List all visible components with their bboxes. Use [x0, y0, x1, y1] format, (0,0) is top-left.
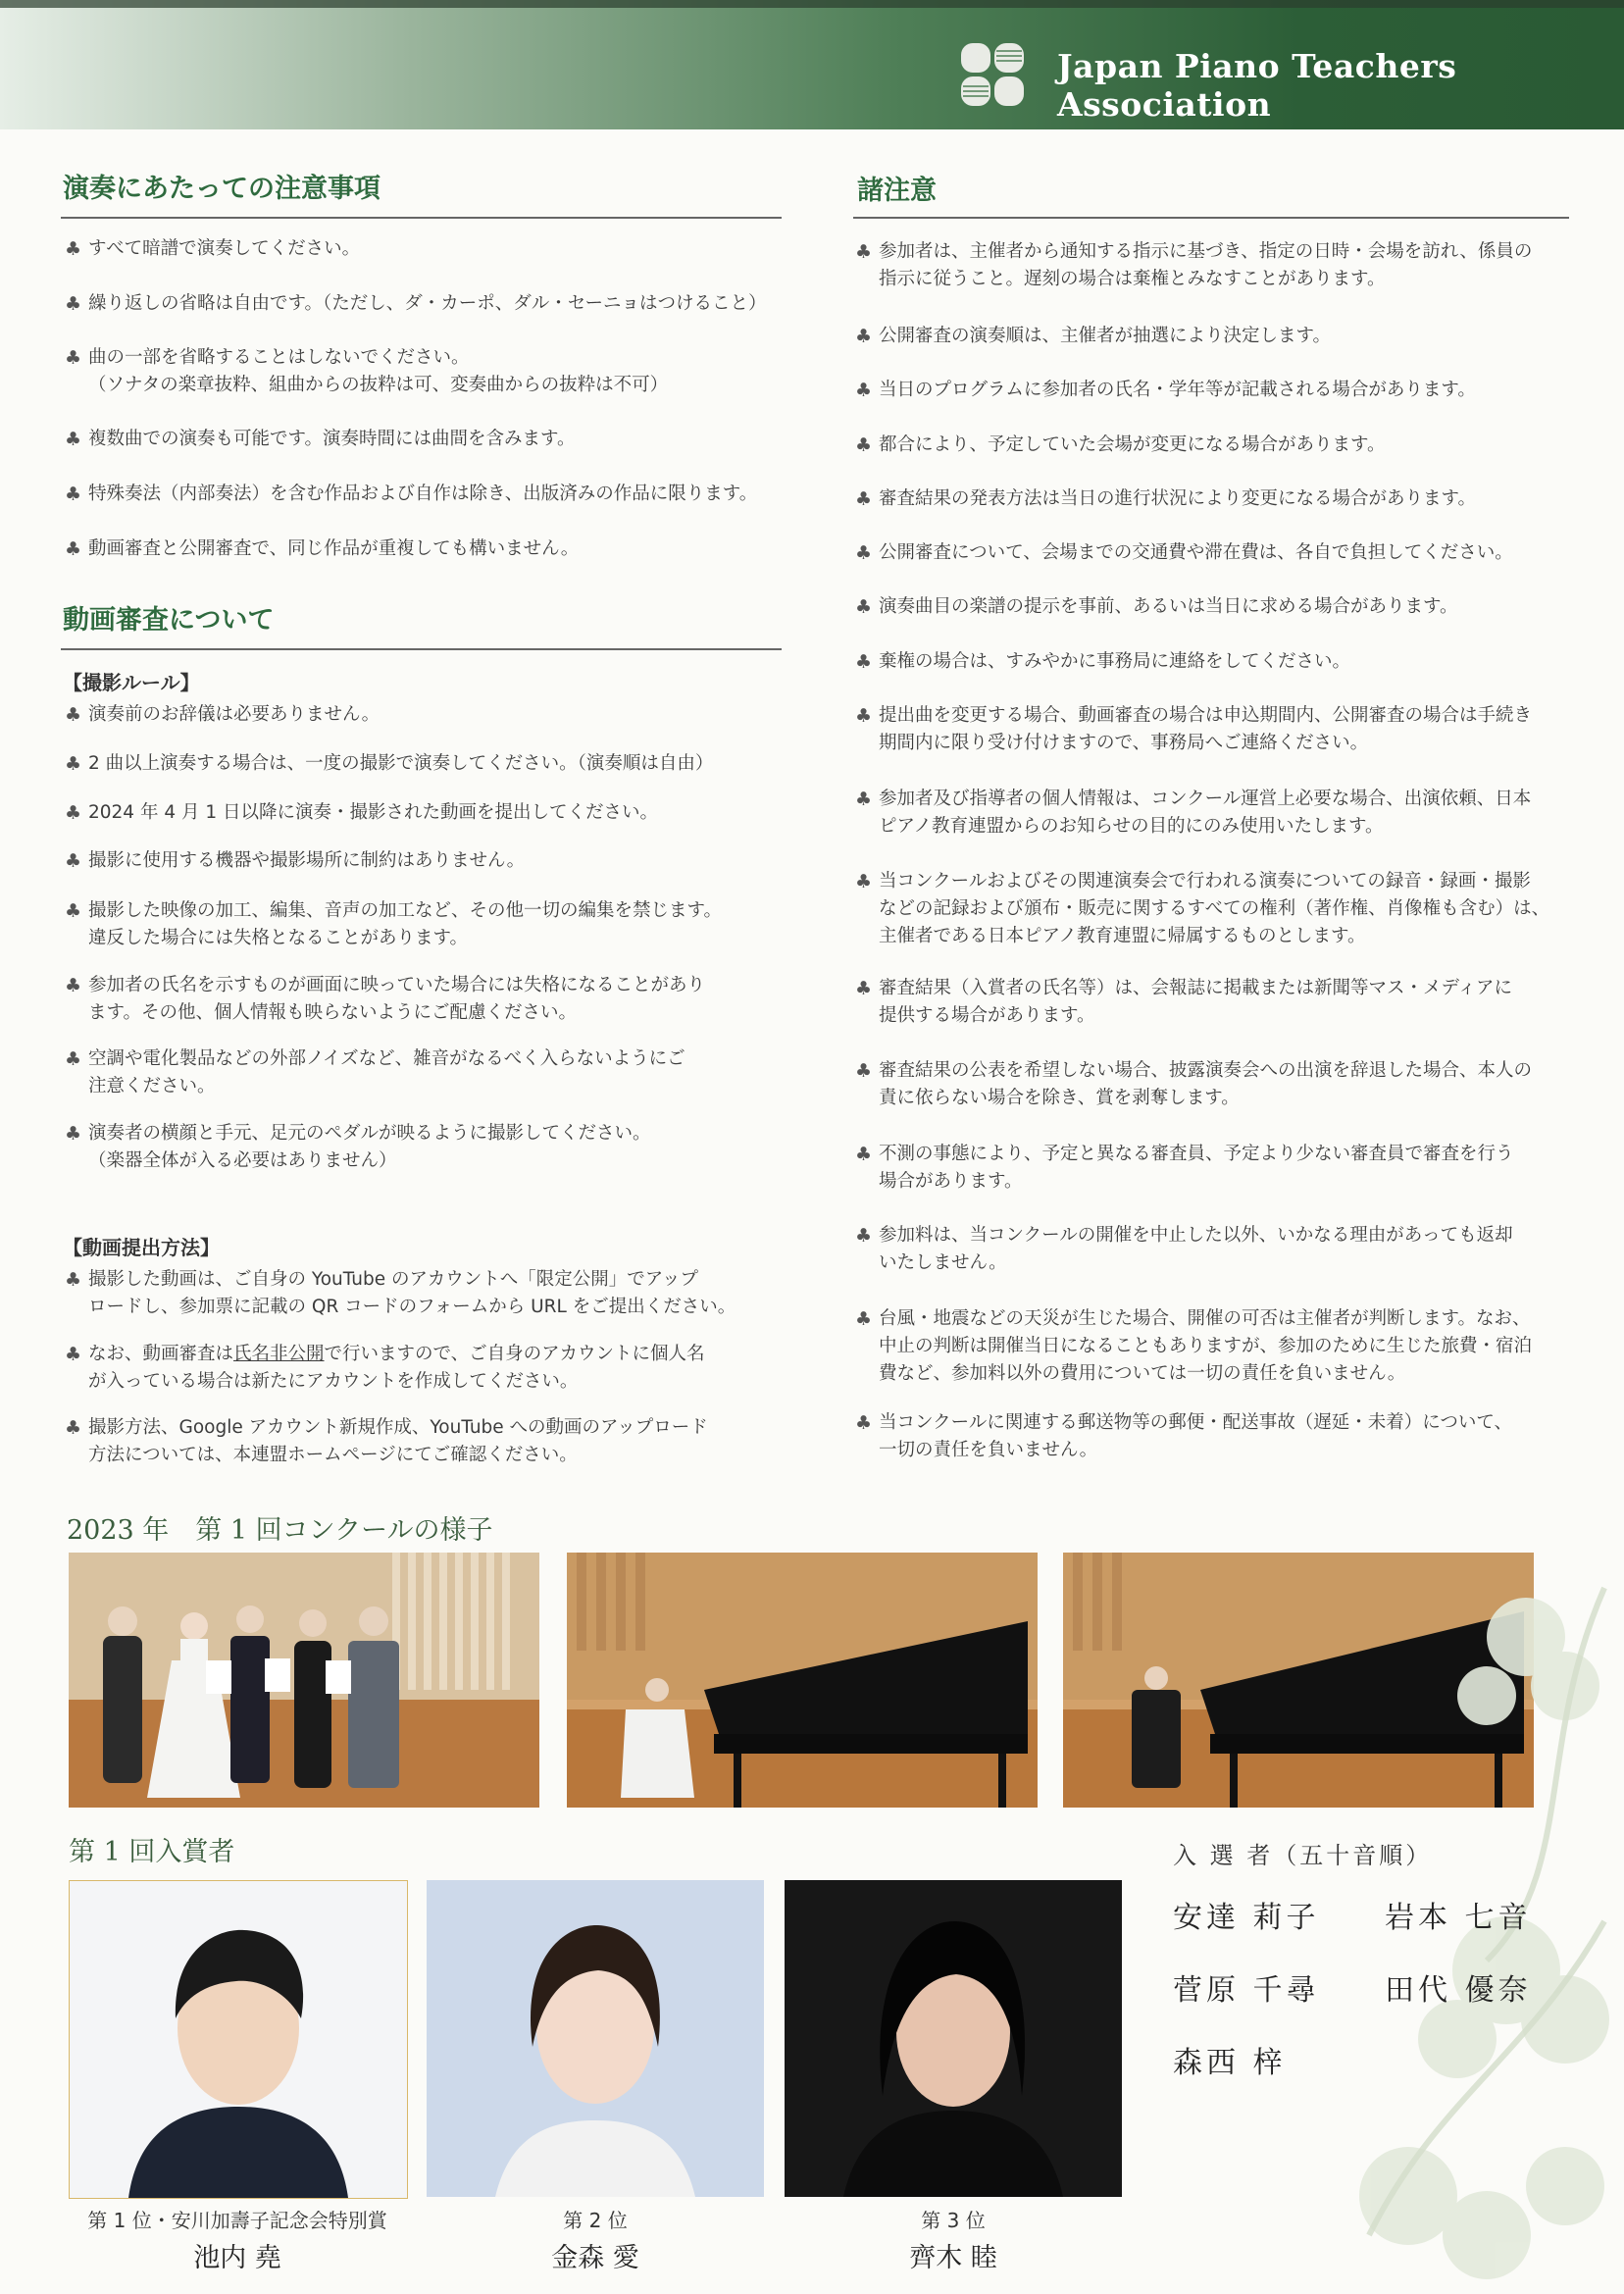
list-item: ♣ 審査結果の発表方法は当日の進行状況により変更になる場合があります。: [855, 485, 1604, 513]
club-bullet-icon: ♣: [855, 380, 873, 401]
list-item: ♣ 参加者は、主催者から通知する指示に基づき、指定の日時・会場を訪れ、係員の 指示に従うこと。遅刻の場合は棄権とみなすことがあります。: [855, 238, 1604, 293]
list-item: ♣ 撮影した映像の加工、編集、音声の加工など、その他一切の編集を禁じます。 違反した場合には失格となることがあります。: [65, 897, 814, 952]
club-bullet-icon: ♣: [855, 1412, 873, 1434]
list-item: ♣ 公開審査の演奏順は、主催者が抽選により決定します。: [855, 323, 1604, 350]
club-bullet-icon: ♣: [855, 651, 873, 673]
club-bullet-icon: ♣: [855, 326, 873, 347]
club-bullet-icon: ♣: [65, 429, 82, 450]
list-item: ♣ 台風・地震などの天災が生じた場合、開催の可否は主催者が判断します。なお、 中止の判断は開催当日になることもありますが、参加のために生じた旅費・宿泊 費など、参加料以外の費用については一切の責任を負いません。: [855, 1305, 1604, 1388]
club-bullet-icon: ♣: [65, 347, 82, 369]
filming-rules-heading: 【撮影ルール】: [63, 671, 200, 694]
list-item: ♣ 動画審査と公開審査で、同じ作品が重複しても構いません。: [65, 535, 814, 563]
clover-music-logo-icon: [957, 39, 1028, 110]
club-bullet-icon: ♣: [65, 293, 82, 315]
club-bullet-icon: ♣: [65, 802, 82, 824]
winner-portrait-1: [69, 1880, 408, 2199]
list-item: ♣ 不測の事態により、予定と異なる審査員、予定より少ない審査員で審査を行う 場合があります。: [855, 1141, 1604, 1196]
club-bullet-icon: ♣: [65, 850, 82, 872]
divider: [61, 648, 782, 650]
winner-rank-1: 第 1 位・安川加壽子記念会特別賞: [87, 2209, 387, 2232]
video-review-title: 動画審査について: [63, 605, 275, 636]
list-item: ♣ 特殊奏法（内部奏法）を含む作品および自作は除き、出版済みの作品に限ります。: [65, 481, 824, 508]
list-item: ♣ 当コンクールに関連する郵送物等の郵便・配送事故（遅延・未着）について、 一切の責任を負いません。: [855, 1409, 1604, 1464]
performance-notes-title: 演奏にあたっての注意事項: [63, 174, 381, 204]
club-bullet-icon: ♣: [855, 1225, 873, 1247]
divider: [61, 217, 782, 219]
selected-name: 安達 莉子: [1173, 1901, 1320, 1935]
club-bullet-icon: ♣: [65, 900, 82, 922]
winner-name-3: 齊木 睦: [909, 2243, 997, 2273]
club-bullet-icon: ♣: [855, 705, 873, 727]
list-item: ♣ 参加料は、当コンクールの開催を中止した以外、いかなる理由があっても返却 いたしません。: [855, 1222, 1604, 1277]
gallery-title: 2023 年 第 1 回コンクールの様子: [67, 1515, 493, 1546]
list-item: ♣ 当日のプログラムに参加者の氏名・学年等が記載される場合があります。: [855, 377, 1604, 404]
club-bullet-icon: ♣: [855, 542, 873, 564]
list-item: ♣ 都合により、予定していた会場が変更になる場合があります。: [855, 432, 1604, 459]
list-item: ♣ なお、動画審査は氏名非公開で行いますので、ご自身のアカウントに個人名 が入っている場合は新たにアカウントを作成してください。: [65, 1341, 814, 1396]
club-bullet-icon: ♣: [65, 975, 82, 996]
winner-portrait-2: [427, 1880, 764, 2197]
winners-title: 第 1 回入賞者: [69, 1837, 235, 1867]
selected-title: 入 選 者（五十音順）: [1173, 1842, 1433, 1869]
winner-rank-2: 第 2 位: [563, 2209, 628, 2232]
list-item: ♣ 演奏曲目の楽譜の提示を事前、あるいは当日に求める場合があります。: [855, 593, 1604, 621]
club-bullet-icon: ♣: [855, 871, 873, 892]
winner-portrait-3: [785, 1880, 1122, 2197]
list-item: ♣ 当コンクールおよびその関連演奏会で行われる演奏についての録音・録画・撮影 などの記録および頒布・販売に関するすべての権利（著作権、肖像権も含む）は、 主催者である日本ピアノ教育連盟に帰属するものとします。: [855, 868, 1604, 950]
winner-name-1: 池内 堯: [193, 2243, 281, 2273]
list-item: ♣ 撮影方法、Google アカウント新規作成、YouTube への動画のアップロード 方法については、本連盟ホームページにてご確認ください。: [65, 1414, 814, 1469]
club-bullet-icon: ♣: [65, 1048, 82, 1070]
list-item: ♣ 審査結果の公表を希望しない場合、披露演奏会への出演を辞退した場合、本人の 責に依らない場合を除き、賞を剥奪します。: [855, 1057, 1604, 1112]
list-item: ♣ 複数曲での演奏も可能です。演奏時間には曲間を含みます。: [65, 426, 814, 453]
list-item: ♣ すべて暗譜で演奏してください。: [65, 235, 814, 263]
video-submit-heading: 【動画提出方法】: [63, 1236, 220, 1259]
list-item: ♣ 参加者の氏名を示すものが画面に映っていた場合には失格になることがあり ます。その他、個人情報も映らないようにご配慮ください。: [65, 972, 814, 1027]
list-item: ♣ 撮影に使用する機器や撮影場所に制約はありません。: [65, 847, 814, 875]
club-bullet-icon: ♣: [65, 704, 82, 726]
selected-name: 森西 梓: [1173, 2046, 1287, 2080]
list-item: ♣ 空調や電化製品などの外部ノイズなど、雑音がなるべく入らないようにご 注意ください。: [65, 1045, 814, 1100]
general-notes-title: 諸注意: [857, 176, 937, 206]
club-bullet-icon: ♣: [65, 238, 82, 260]
winner-name-2: 金森 愛: [551, 2243, 639, 2273]
club-bullet-icon: ♣: [855, 1060, 873, 1082]
list-item: ♣ 参加者及び指導者の個人情報は、コンクール運営上必要な場合、出演依頼、日本 ピアノ教育連盟からのお知らせの目的にのみ使用いたします。: [855, 786, 1604, 841]
award-ceremony-photo: [69, 1553, 539, 1808]
club-bullet-icon: ♣: [65, 1344, 82, 1365]
selected-name: 田代 優奈: [1385, 1973, 1532, 2008]
club-bullet-icon: ♣: [65, 753, 82, 775]
club-bullet-icon: ♣: [65, 1269, 82, 1291]
list-item: ♣ 繰り返しの省略は自由です。（ただし、ダ・カーポ、ダル・セーニョはつけること）: [65, 290, 814, 318]
piano-performance-photo-1: [567, 1553, 1038, 1808]
club-bullet-icon: ♣: [65, 484, 82, 505]
club-bullet-icon: ♣: [855, 596, 873, 618]
list-item: ♣ 棄権の場合は、すみやかに事務局に連絡をしてください。: [855, 648, 1604, 676]
divider: [853, 217, 1569, 219]
club-bullet-icon: ♣: [855, 241, 873, 263]
list-item: ♣ 2 曲以上演奏する場合は、一度の撮影で演奏してください。（演奏順は自由）: [65, 750, 814, 778]
club-bullet-icon: ♣: [855, 978, 873, 999]
header-banner: [0, 0, 1624, 129]
selected-name: 菅原 千尋: [1173, 1973, 1320, 2008]
club-bullet-icon: ♣: [855, 434, 873, 456]
club-bullet-icon: ♣: [65, 538, 82, 560]
list-item: ♣ 演奏者の横顔と手元、足元のペダルが映るように撮影してください。 （楽器全体が入る必要はありません）: [65, 1120, 814, 1175]
list-item: ♣ 公開審査について、会場までの交通費や滞在費は、各自で負担してください。: [855, 539, 1604, 567]
club-bullet-icon: ♣: [65, 1123, 82, 1145]
selected-name: 岩本 七音: [1385, 1901, 1532, 1935]
list-item: ♣ 提出曲を変更する場合、動画審査の場合は申込期間内、公開審査の場合は手続き 期間内に限り受け付けますので、事務局へご連絡ください。: [855, 702, 1604, 757]
club-bullet-icon: ♣: [855, 1308, 873, 1330]
list-item: ♣ 2024 年 4 月 1 日以降に演奏・撮影された動画を提出してください。: [65, 799, 814, 827]
header-title: Japan Piano Teachers Association: [1057, 47, 1457, 124]
club-bullet-icon: ♣: [855, 488, 873, 510]
list-item: ♣ 撮影した動画は、ご自身の YouTube のアカウントへ「限定公開」でアップ ロードし、参加票に記載の QR コードのフォームから URL をご提出ください。: [65, 1266, 814, 1321]
club-bullet-icon: ♣: [65, 1417, 82, 1439]
list-item: ♣ 演奏前のお辞儀は必要ありません。: [65, 701, 814, 729]
list-item: ♣ 曲の一部を省略することはしないでください。 （ソナタの楽章抜粋、組曲からの抜粋は可、変奏曲からの抜粋は不可）: [65, 344, 814, 399]
club-bullet-icon: ♣: [855, 1144, 873, 1165]
winner-rank-3: 第 3 位: [921, 2209, 986, 2232]
club-bullet-icon: ♣: [855, 789, 873, 810]
list-item: ♣ 審査結果（入賞者の氏名等）は、会報誌に掲載または新聞等マス・メディアに 提供する場合があります。: [855, 975, 1604, 1030]
